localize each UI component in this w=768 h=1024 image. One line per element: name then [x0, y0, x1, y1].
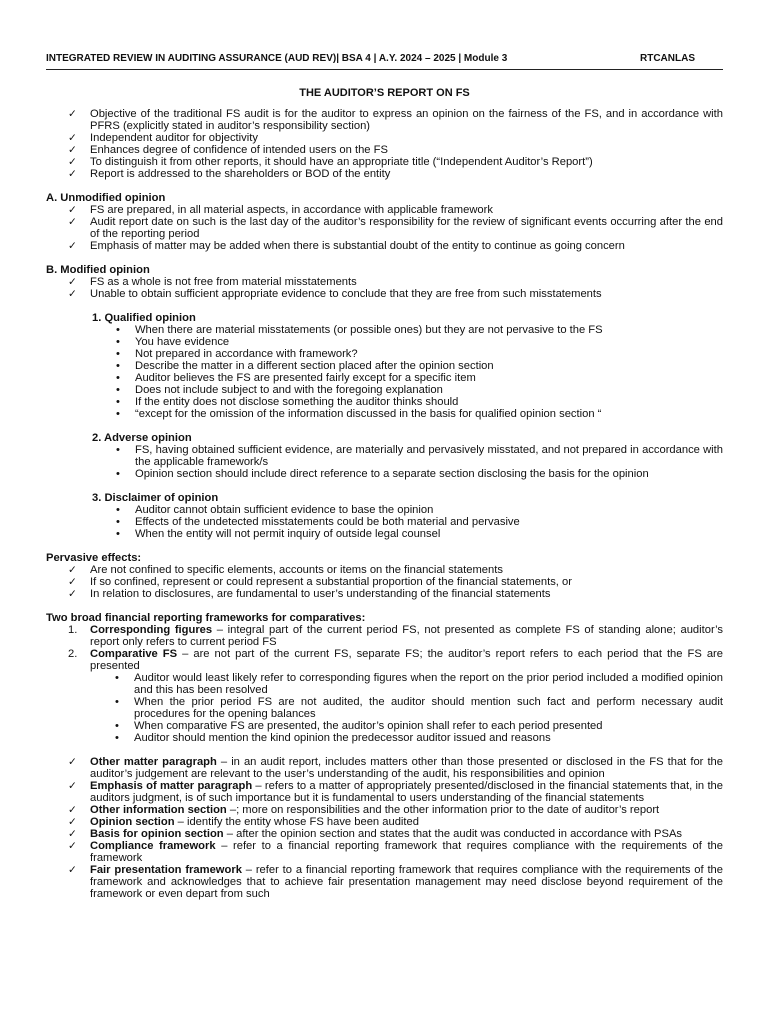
section-heading-unmodified: A. Unmodified opinion: [46, 192, 166, 204]
item-text: – refer to a financial reporting framework that requires compliance with the requirements of the framework: [90, 840, 723, 864]
list-item: • Auditor cannot obtain sufficient evidence to base the opinion: [46, 504, 723, 516]
header-rule: [46, 69, 723, 70]
list-item: • Effects of the undetected misstatements could be both material and pervasive: [46, 516, 723, 528]
list-item: ✓ Objective of the traditional FS audit is for the auditor to express an opinion on the fairness of the FS, and in accordance with PFRS (explicitly stated in auditor’s responsibility section): [46, 108, 723, 132]
adverse-list: [46, 444, 723, 480]
list-item: • Auditor would least likely refer to corresponding figures when the report on the prior period included a modified opinion and this has been resolved: [46, 672, 723, 696]
disclaimer-list: [46, 504, 723, 540]
qualified-list: [46, 324, 723, 420]
subsection-heading-qualified: 1. Qualified opinion: [92, 312, 196, 324]
item-term: Opinion section: [90, 816, 175, 828]
item-term: Compliance framework: [90, 840, 216, 852]
list-item: ✓ In relation to disclosures, are fundamental to user’s understanding of the financial statements: [46, 588, 723, 600]
item-term: Other matter paragraph: [90, 756, 217, 768]
list-item: • Does not include subject to and with the foregoing explanation: [46, 384, 723, 396]
list-item: • Describe the matter in a different section placed after the opinion section: [46, 360, 723, 372]
item-term: Other information section: [90, 804, 227, 816]
item-text: – integral part of the current period FS, not presented as complete FS of standing alone; auditor’s report only refers to current period FS: [90, 624, 723, 648]
modified-list: [46, 276, 723, 300]
list-item: • When the prior period FS are not audited, the auditor should mention such fact and perform necessary audit procedures for the opening balances: [46, 696, 723, 720]
list-item: [46, 816, 723, 828]
list-item: [46, 624, 723, 648]
subsection-heading-adverse: 2. Adverse opinion: [92, 432, 192, 444]
comparative-sub-list: [46, 672, 723, 744]
list-item: • When comparative FS are presented, the auditor’s opinion shall refer to each period presented: [46, 720, 723, 732]
list-item: • Opinion section should include direct reference to a separate section disclosing the basis for the opinion: [46, 468, 723, 480]
header-course: INTEGRATED REVIEW IN AUDITING ASSURANCE (AUD REV)| BSA 4 | A.Y. 2024 – 2025 | Module 3: [46, 53, 508, 64]
list-item: • You have evidence: [46, 336, 723, 348]
section-heading-pervasive: Pervasive effects:: [46, 552, 142, 564]
page-header: [46, 52, 723, 66]
list-item: ✓ Enhances degree of confidence of intended users on the FS: [46, 144, 723, 156]
list-item: • When there are material misstatements (or possible ones) but they are not pervasive to the FS: [46, 324, 723, 336]
list-item: • When the entity will not permit inquiry of outside legal counsel: [46, 528, 723, 540]
list-item: • Not prepared in accordance with framework?: [46, 348, 723, 360]
list-item: ✓ FS as a whole is not free from material misstatements: [46, 276, 723, 288]
list-item: [46, 648, 723, 672]
list-item: [46, 804, 723, 816]
spacer: [46, 744, 723, 756]
item-term: Comparative FS: [90, 648, 178, 660]
subsection-heading-disclaimer: 3. Disclaimer of opinion: [92, 492, 219, 504]
list-item: • Auditor believes the FS are presented fairly except for a specific item: [46, 372, 723, 384]
list-item: • “except for the omission of the information discussed in the basis for qualified opinion section “: [46, 408, 723, 420]
item-text: – are not part of the current FS, separate FS; the auditor’s report refers to each period that the FS are presented: [90, 648, 723, 672]
item-term: Emphasis of matter paragraph: [90, 780, 253, 792]
section-heading-frameworks: Two broad financial reporting frameworks for comparatives:: [46, 612, 366, 624]
list-item: ✓ To distinguish it from other reports, it should have an appropriate title (“Independent Auditor’s Report”): [46, 156, 723, 168]
list-item: [46, 756, 723, 780]
frameworks-list: [46, 624, 723, 672]
list-item: ✓ FS are prepared, in all material aspects, in accordance with applicable framework: [46, 204, 723, 216]
document-title: THE AUDITOR’S REPORT ON FS: [299, 87, 470, 99]
item-text: –; more on responsibilities and the other information prior to the date of auditor’s report: [226, 804, 660, 816]
item-text: – after the opinion section and states that the audit was conducted in accordance with PSAs: [223, 828, 683, 840]
list-item: ✓ Audit report date on such is the last day of the auditor’s responsibility for the review of significant events occurring after the end of the reporting period: [46, 216, 723, 240]
list-item: ✓ Report is addressed to the shareholders or BOD of the entity: [46, 168, 723, 180]
list-item: • FS, having obtained sufficient evidence, are materially and pervasively misstated, and not prepared in accordance with the applicable framework/s: [46, 444, 723, 468]
item-text: – refers to a matter of appropriately presented/disclosed in the financial statements that, in the auditors judgment, is of such importance but it is fundamental to users understanding of the financial statements: [90, 780, 723, 804]
section-heading-modified: B. Modified opinion: [46, 264, 150, 276]
definitions-list: [46, 756, 723, 900]
list-item: ✓ Unable to obtain sufficient appropriate evidence to conclude that they are free from such misstatements: [46, 288, 723, 300]
list-item: • If the entity does not disclose something the auditor thinks should: [46, 396, 723, 408]
list-item: • Auditor should mention the kind opinion the predecessor auditor issued and reasons: [46, 732, 723, 744]
document-page: [46, 52, 723, 900]
list-item: [46, 828, 723, 840]
item-text: – identify the entity whose FS have been audited: [174, 816, 419, 828]
item-number: 1.: [68, 624, 78, 636]
header-author: RTCANLAS: [640, 53, 695, 64]
intro-list: [46, 108, 723, 180]
list-item: [46, 864, 723, 900]
item-term: Corresponding figures: [90, 624, 213, 636]
list-item: ✓ Are not confined to specific elements, accounts or items on the financial statements: [46, 564, 723, 576]
list-item: ✓ Emphasis of matter may be added when there is substantial doubt of the entity to continue as going concern: [46, 240, 723, 252]
pervasive-list: [46, 564, 723, 600]
unmodified-list: [46, 204, 723, 252]
item-term: Fair presentation framework: [90, 864, 242, 876]
item-text: – refer to a financial reporting framework that requires compliance with the requirements of the framework and acknowledges that to achieve fair presentation management may need disclose beyond requirement of the framework or even depart from such: [90, 864, 724, 900]
item-term: Basis for opinion section: [90, 828, 224, 840]
item-number: 2.: [68, 648, 78, 660]
list-item: [46, 840, 723, 864]
item-text: – in an audit report, includes matters other than those presented or disclosed in the FS that for the auditor’s judgement are relevant to the user’s understanding of the audit, his responsibilities and opinion: [90, 756, 723, 780]
list-item: ✓ If so confined, represent or could represent a substantial proportion of the financial statements, or: [46, 576, 723, 588]
list-item: ✓ Independent auditor for objectivity: [46, 132, 723, 144]
list-item: [46, 780, 723, 804]
